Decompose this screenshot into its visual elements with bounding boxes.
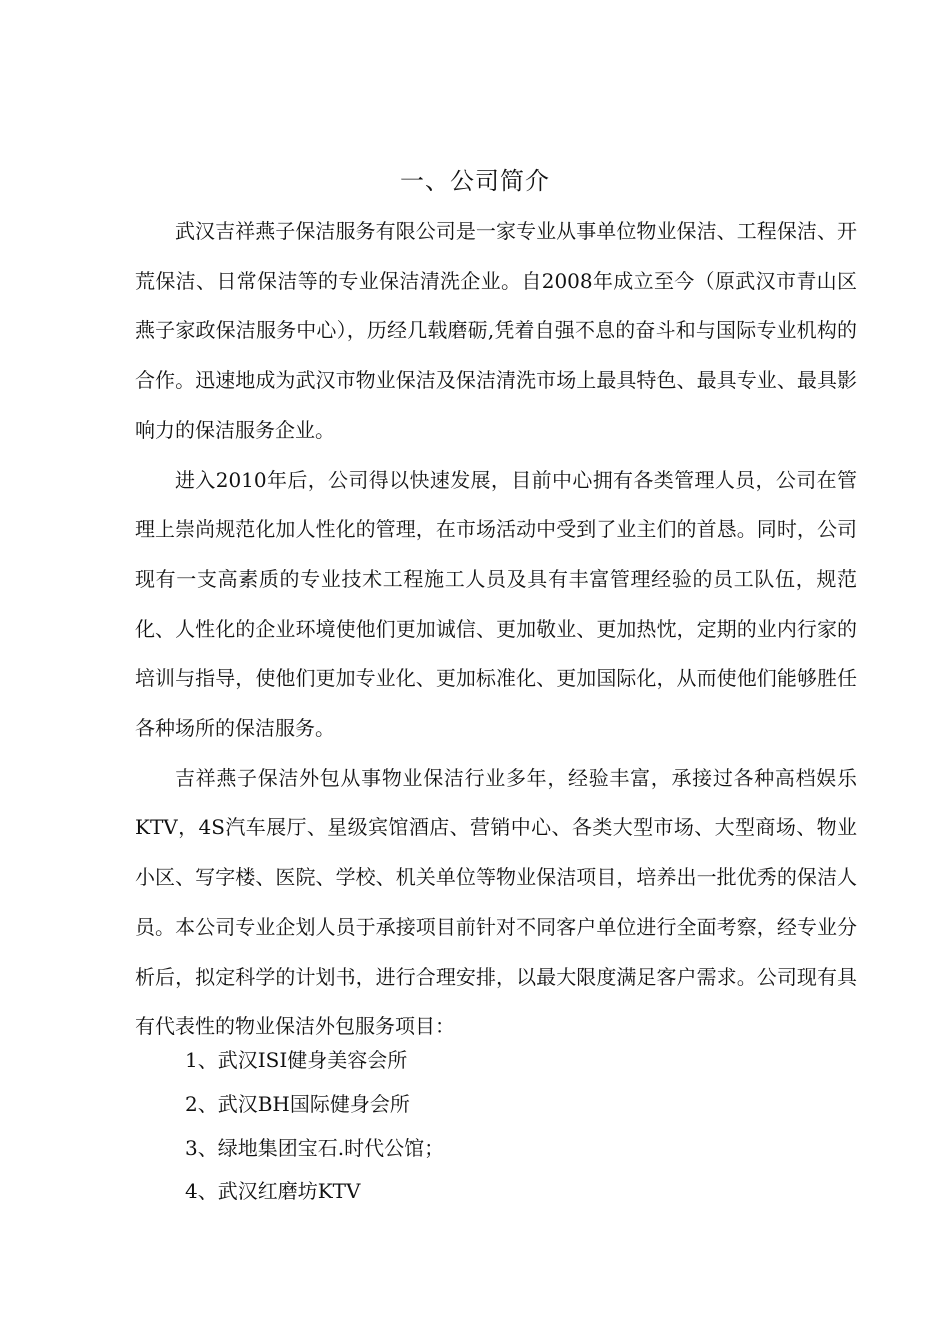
project-item-3: 3、绿地集团宝石.时代公馆； xyxy=(185,1135,445,1160)
project-item-4: 4、武汉红磨坊KTV xyxy=(185,1179,361,1204)
project-item-1: 1、武汉ISI健身美容会所 xyxy=(185,1048,408,1072)
company-intro-body xyxy=(135,207,857,1052)
section-title: 一、公司简介 xyxy=(400,167,550,195)
intro-paragraph-3: 吉祥燕子保洁外包从事物业保洁行业多年，经验丰富，承接过各种高档娱乐KTV，4S汽车展厅、星级宾馆酒店、营销中心、各类大型市场、大型商场、物业小区、写字楼、医院、学校、机关单位等物业保洁项目，培养出一批优秀的保洁人员。本公司专业企划人员于承接项目前针对不同客户单位进行全面考察，经专业分析后，拟定科学的计划书，进行合理安排，以最大限度满足客户需求。公司现有具有代表性的物业保洁外包服务项目： xyxy=(135,765,857,1039)
project-list xyxy=(185,1039,845,1214)
intro-paragraph-2: 进入2010年后，公司得以快速发展，目前中心拥有各类管理人员，公司在管理上崇尚规范化加人性化的管理，在市场活动中受到了业主们的首恳。同时，公司现有一支高素质的专业技术工程施工人员及具有丰富管理经验的员工队伍，规范化、人性化的企业环境使他们更加诚信、更加敬业、更加热忱，定期的业内行家的培训与指导，使他们更加专业化、更加标准化、更加国际化，从而使他们能够胜任各种场所的保洁服务。 xyxy=(135,467,857,741)
project-item-2: 2、武汉BH国际健身会所 xyxy=(185,1091,410,1116)
intro-paragraph-1: 武汉吉祥燕子保洁服务有限公司是一家专业从事单位物业保洁、工程保洁、开荒保洁、日常保洁等的专业保洁清洗企业。自2008年成立至今（原武汉市青山区燕子家政保洁服务中心），历经几载磨砺,凭着自强不息的奋斗和与国际专业机构的合作。迅速地成为武汉市物业保洁及保洁清洗市场上最具特色、最具专业、最具影响力的保洁服务企业。 xyxy=(135,219,857,442)
